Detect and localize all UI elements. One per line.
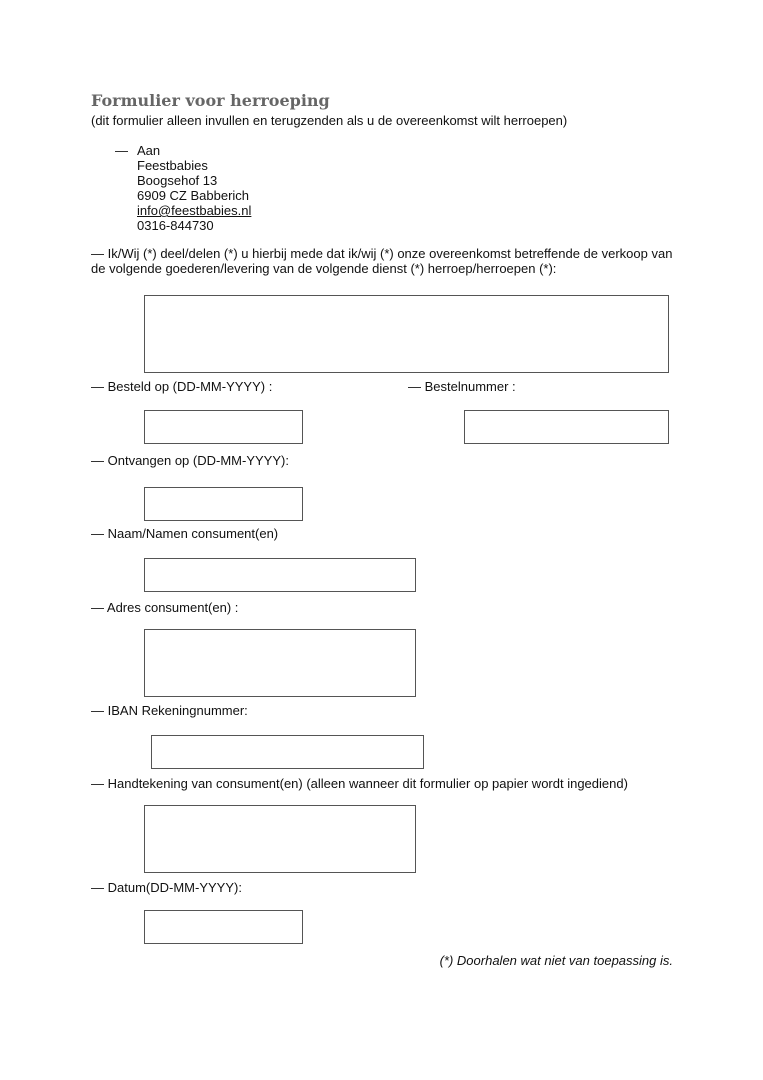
withdrawal-statement: — Ik/Wij (*) deel/delen (*) u hierbij mede dat ik/wij (*) onze overeenkomst betreffende de verkoop van de volgende goederen/levering van de volgende dienst (*) herroep/herroepen (*): xyxy=(91,246,673,276)
received-on-label: — Ontvangen op (DD-MM-YYYY): xyxy=(91,453,289,468)
consumer-names-field[interactable] xyxy=(144,558,416,592)
iban-label: — IBAN Rekeningnummer: xyxy=(91,703,248,718)
ordered-on-field[interactable] xyxy=(144,410,303,444)
footnote: (*) Doorhalen wat niet van toepassing is. xyxy=(439,953,673,968)
consumer-address-field[interactable] xyxy=(144,629,416,697)
recipient-street: Boogsehof 13 xyxy=(137,173,218,188)
received-on-field[interactable] xyxy=(144,487,303,521)
date-field[interactable] xyxy=(144,910,303,944)
recipient-dash: — xyxy=(115,143,128,158)
ordered-on-label: — Besteld op (DD-MM-YYYY) : xyxy=(91,379,273,394)
goods-description-field[interactable] xyxy=(144,295,669,373)
recipient-address-block xyxy=(137,143,251,233)
signature-label: — Handtekening van consument(en) (alleen wanneer dit formulier op papier wordt ingediend) xyxy=(91,776,628,791)
order-number-label: — Bestelnummer : xyxy=(408,379,516,394)
form-subtitle: (dit formulier alleen invullen en terugzenden als u de overeenkomst wilt herroepen) xyxy=(91,113,568,128)
iban-field[interactable] xyxy=(151,735,424,769)
recipient-email-link[interactable]: info@feestbabies.nl xyxy=(137,203,252,218)
recipient-company: Feestbabies xyxy=(137,158,208,173)
date-label: — Datum(DD-MM-YYYY): xyxy=(91,880,242,895)
consumer-names-label: — Naam/Namen consument(en) xyxy=(91,526,279,541)
recipient-to-label: Aan xyxy=(137,143,161,158)
signature-field[interactable] xyxy=(144,805,416,873)
form-title: Formulier voor herroeping xyxy=(91,91,330,110)
recipient-city: 6909 CZ Babberich xyxy=(137,188,250,203)
consumer-address-label: — Adres consument(en) : xyxy=(91,600,239,615)
order-number-field[interactable] xyxy=(464,410,669,444)
recipient-phone: 0316-844730 xyxy=(137,218,214,233)
